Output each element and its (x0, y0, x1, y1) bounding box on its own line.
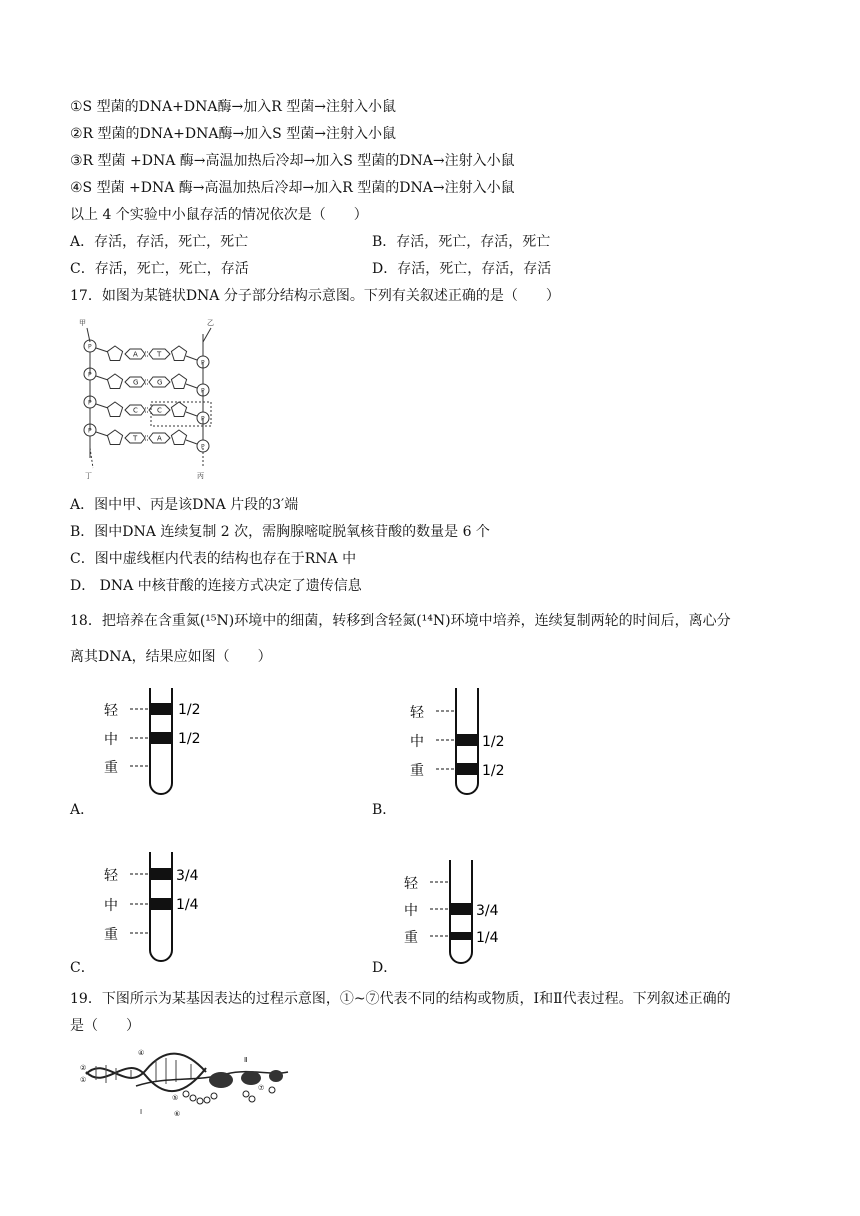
deoxyribose (171, 430, 186, 445)
level-mid: 中 (410, 734, 424, 750)
deoxyribose (107, 346, 122, 361)
band-label-2: 1/2 (178, 731, 201, 747)
deoxyribose (107, 402, 122, 417)
band-label-2: 1/4 (176, 897, 199, 913)
q18-option-c-letter: C． (70, 960, 95, 976)
phosphate-label: P (201, 443, 205, 451)
label-n4: ④ (138, 1049, 145, 1057)
deoxyribose (171, 374, 186, 389)
phosphate-label: P (88, 399, 92, 407)
q16-option-a: A．存活，存活，死亡，死亡 (70, 234, 249, 250)
q16-step-3: ③R 型菌 +DNA 酶→高温加热后冷却→加入S 型菌的DNA→注射入小鼠 (70, 153, 515, 169)
level-light: 轻 (104, 868, 118, 884)
band-label-1: 1/2 (178, 702, 201, 718)
tube-panel-c (102, 852, 212, 967)
band-label-1: 3/4 (476, 903, 499, 919)
phosphate-label: P (88, 427, 92, 435)
q17-option-c: C．图中虚线框内代表的结构也存在于RNA 中 (70, 551, 357, 567)
level-light: 轻 (104, 703, 118, 719)
base-letter: T (133, 434, 138, 443)
q17-option-a: A．图中甲、丙是该DNA 片段的3′端 (70, 497, 299, 513)
q17-option-b: B．图中DNA 连续复制 2 次，需胸腺嘧啶脱氧核苷酸的数量是 6 个 (70, 524, 490, 540)
q17-stem: 17．如图为某链状DNA 分子部分结构示意图。下列有关叙述正确的是（ ） (70, 288, 560, 304)
level-mid: 中 (104, 898, 118, 914)
label-yi: 乙 (207, 319, 214, 327)
base-letter: G (157, 378, 163, 387)
label-process-ii: Ⅱ (244, 1056, 248, 1064)
q18-stem-line1: 18．把培养在含重氮(¹⁵N)环境中的细菌，转移到含轻氮(¹⁴N)环境中培养，连续复制两轮的时间后，离心分 (70, 613, 731, 629)
q19-stem-line2: 是（ ） (70, 1018, 140, 1034)
phosphate-label: P (201, 359, 205, 367)
deoxyribose (107, 374, 122, 389)
base-letter: C (133, 406, 138, 415)
tube-panel-a (102, 688, 212, 803)
label-n2: ② (80, 1064, 87, 1072)
label-n5: ⑤ (172, 1094, 179, 1102)
level-mid: 中 (404, 903, 418, 919)
q16-option-c: C．存活，死亡，死亡，存活 (70, 261, 249, 277)
q18-option-b-letter: B． (372, 802, 397, 818)
base-letter: G (133, 378, 139, 387)
q16-step-2: ②R 型菌的DNA+DNA酶→加入S 型菌→注射入小鼠 (70, 126, 396, 142)
band-label-2: 1/2 (482, 763, 505, 779)
q16-option-b: B．存活，死亡，存活，死亡 (372, 234, 551, 250)
deoxyribose (171, 346, 186, 361)
phosphate-label: P (201, 387, 205, 395)
level-heavy: 重 (104, 927, 118, 943)
dna-structure-figure (75, 316, 225, 484)
band-label-1: 1/2 (482, 734, 505, 750)
q16-option-d: D．存活，死亡，存活，存活 (372, 261, 552, 277)
level-light: 轻 (404, 876, 418, 892)
deoxyribose (171, 402, 186, 417)
phosphate-label: P (201, 415, 205, 423)
level-heavy: 重 (404, 930, 418, 946)
label-n6: ⑥ (174, 1110, 181, 1118)
label-process-i: Ⅰ (140, 1108, 143, 1116)
band-label-2: 1/4 (476, 930, 499, 946)
phosphate-label: P (88, 343, 92, 351)
base-letter: C (157, 406, 162, 415)
q19-stem-line1: 19．下图所示为某基因表达的过程示意图，①~⑦代表不同的结构或物质，Ⅰ和Ⅱ代表过程。下列叙述正确的 (70, 991, 731, 1007)
q17-option-d: D． DNA 中核苷酸的连接方式决定了遗传信息 (70, 578, 362, 594)
q16-question: 以上 4 个实验中小鼠存活的情况依次是（ ） (70, 207, 368, 223)
label-ding: 丁 (85, 472, 92, 480)
base-letter: A (157, 434, 162, 443)
q18-stem-line2: 离其DNA，结果应如图（ ） (70, 649, 272, 665)
q16-step-1: ①S 型菌的DNA+DNA酶→加入R 型菌→注射入小鼠 (70, 99, 396, 115)
tube-panel-b (408, 688, 518, 803)
base-letter: T (157, 350, 162, 359)
gene-expression-figure (76, 1046, 291, 1122)
phosphate-label: P (88, 371, 92, 379)
base-letter: A (133, 350, 138, 359)
q16-step-4: ④S 型菌 +DNA 酶→高温加热后冷却→加入R 型菌的DNA→注射入小鼠 (70, 180, 515, 196)
q18-option-d-letter: D． (372, 960, 398, 976)
label-n7: ⑦ (258, 1084, 265, 1092)
level-mid: 中 (104, 732, 118, 748)
label-n1: ① (80, 1076, 87, 1084)
level-heavy: 重 (410, 763, 424, 779)
tube-panel-d (402, 856, 512, 971)
label-jia: 甲 (79, 319, 86, 327)
label-bing: 丙 (197, 472, 204, 480)
q18-option-a-letter: A． (70, 802, 95, 818)
deoxyribose (107, 430, 122, 445)
level-heavy: 重 (104, 760, 118, 776)
band-label-1: 3/4 (176, 868, 199, 884)
level-light: 轻 (410, 705, 424, 721)
